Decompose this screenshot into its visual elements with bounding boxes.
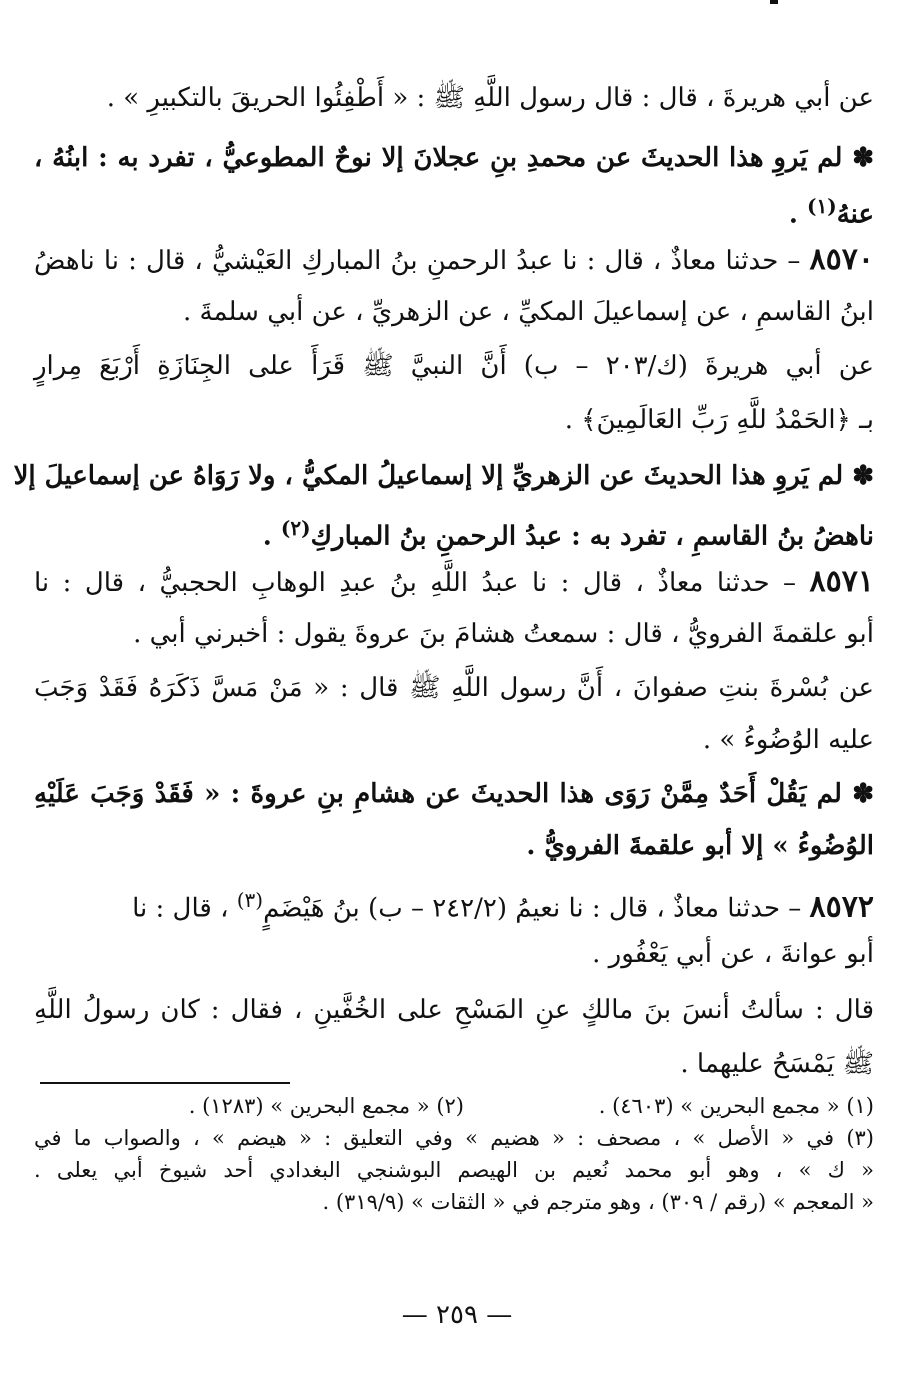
line-tail: . (262, 521, 281, 552)
line-text: ابنُ القاسمِ ، عن إسماعيلَ المكيِّ ، عن الزهريِّ ، عن أبي سلمةَ . (183, 297, 874, 327)
text-line (34, 292, 874, 332)
text-line (34, 240, 874, 281)
text-line (34, 186, 874, 235)
text-line (34, 774, 874, 814)
line-text: عليه الوُضُوءُ » . (702, 725, 874, 755)
line-text: عنهُ (836, 199, 874, 230)
line-text: أبو علقمةَ الفرويُّ ، قال : سمعتُ هشامَ بنَ عروةَ يقول : أخبرني أبي . (133, 619, 874, 649)
footnote-1: (١) « مجمع البحرين » (٤٦٠٣) . (598, 1094, 874, 1118)
footnote-ref: (٢) (280, 516, 311, 540)
footnote-2: (٢) « مجمع البحرين » (١٢٨٣) . (188, 1094, 464, 1118)
text-line (34, 400, 874, 440)
hadith-number: ٨٥٧٢ (809, 889, 874, 925)
line-text: ✽ لم يَقُلْ أَحَدٌ مِمَّنْ رَوَى هذا الحديثَ عن هشامِ بنِ عروةَ : « فَقَدْ وَجَبَ عَلَيْهِ (34, 779, 874, 809)
text-line (34, 508, 874, 557)
hadith-number: ٨٥٧٠ (809, 242, 874, 277)
text-line (34, 990, 874, 1030)
line-text: عن أبي هريرةَ (ك/٢٠٣ – ب) أَنَّ النبيَّ ﷺ قَرَأَ على الجِنَازَةِ أَرْبَعَ مِرارٍ (34, 351, 874, 381)
line-text: عن أبي هريرةَ ، قال : قال رسول اللَّهِ ﷺ : « أَطْفِئُوا الحريقَ بالتكبيرِ » . (106, 83, 874, 113)
line-text: ﷺ يَمْسَحُ عليهما . (680, 1049, 874, 1079)
text-line (34, 138, 874, 178)
line-text: – حدثنا معاذٌ ، قال : نا نعيمُ (٢٤٢/٢ – ب) بنُ هَيْضَمٍ (263, 893, 810, 924)
text-line (13, 456, 874, 496)
line-text: ✽ لم يَروِ هذا الحديثَ عن الزهريِّ إلا إسماعيلُ المكيُّ ، ولا رَوَاهُ عن إسماعيلَ إلا (13, 461, 874, 491)
line-text: الوُضُوءُ » إلا أبو علقمةَ الفرويُّ . (526, 831, 874, 861)
footnote-3-line-1: (٣) في « الأصل » ، مصحف : « هضيم » وفي التعليق : « هيضم » ، والصواب ما في (34, 1126, 874, 1150)
footnote-3-line-3: « المعجم » (رقم / ٣٠٩) ، وهو مترجم في « الثقات » (٣١٩/٩) . (322, 1190, 874, 1214)
text-line (34, 720, 874, 760)
footnote-ref: (٣) (236, 888, 264, 912)
line-text: عن بُسْرةَ بنتِ صفوانَ ، أَنَّ رسول اللَّهِ ﷺ قال : « مَنْ مَسَّ ذَكَرَهُ فَقَدْ وَجَبَ (34, 673, 874, 703)
text-line (34, 934, 874, 974)
line-text: قال : سألتُ أنسَ بنَ مالكٍ عنِ المَسْحِ على الخُفَّينِ ، فقال : كان رسولُ اللَّهِ (34, 995, 874, 1025)
footnote-ref: (١) (807, 194, 837, 218)
line-text: ✽ لم يَروِ هذا الحديثَ عن محمدِ بنِ عجلانَ إلا نوحٌ المطوعيُّ ، تفرد به : ابنُهُ ، (34, 143, 874, 173)
text-line (34, 1044, 874, 1084)
footnote-3-line-2: « ك » ، وهو أبو محمد نُعيم بن الهيصم البوشنجي البغدادي أحد شيوخ أبي يعلى . (34, 1158, 874, 1182)
line-text: بـ ﴿الحَمْدُ للَّهِ رَبِّ العَالَمِينَ﴾ . (564, 405, 874, 435)
line-text: – حدثنا معاذٌ ، قال : نا عبدُ الرحمنِ بنُ المباركِ العَيْشيُّ ، قال : نا ناهضُ (34, 246, 810, 276)
scan-mark (770, 0, 778, 4)
hadith-number: ٨٥٧١ (809, 564, 874, 599)
footnote-separator (40, 1082, 290, 1084)
text-line (34, 668, 874, 708)
line-text: أبو عوانةَ ، عن أبي يَعْفُور . (592, 939, 874, 969)
line-text: – حدثنا معاذٌ ، قال : نا عبدُ اللَّهِ بنُ عبدِ الوهابِ الحجبيُّ ، قال : نا (34, 568, 810, 598)
line-tail: . (788, 199, 807, 230)
text-line (34, 614, 874, 654)
page-number: — ٢٥٩ — (401, 1300, 513, 1330)
text-line (34, 346, 874, 386)
line-text: ناهضُ بنُ القاسمِ ، تفرد به : عبدُ الرحمنِ بنُ المباركِ (310, 521, 874, 552)
text-line (34, 880, 874, 929)
text-line (34, 562, 874, 603)
line-tail: ، قال : نا (132, 893, 237, 924)
text-line (34, 78, 874, 118)
text-line (34, 826, 874, 866)
